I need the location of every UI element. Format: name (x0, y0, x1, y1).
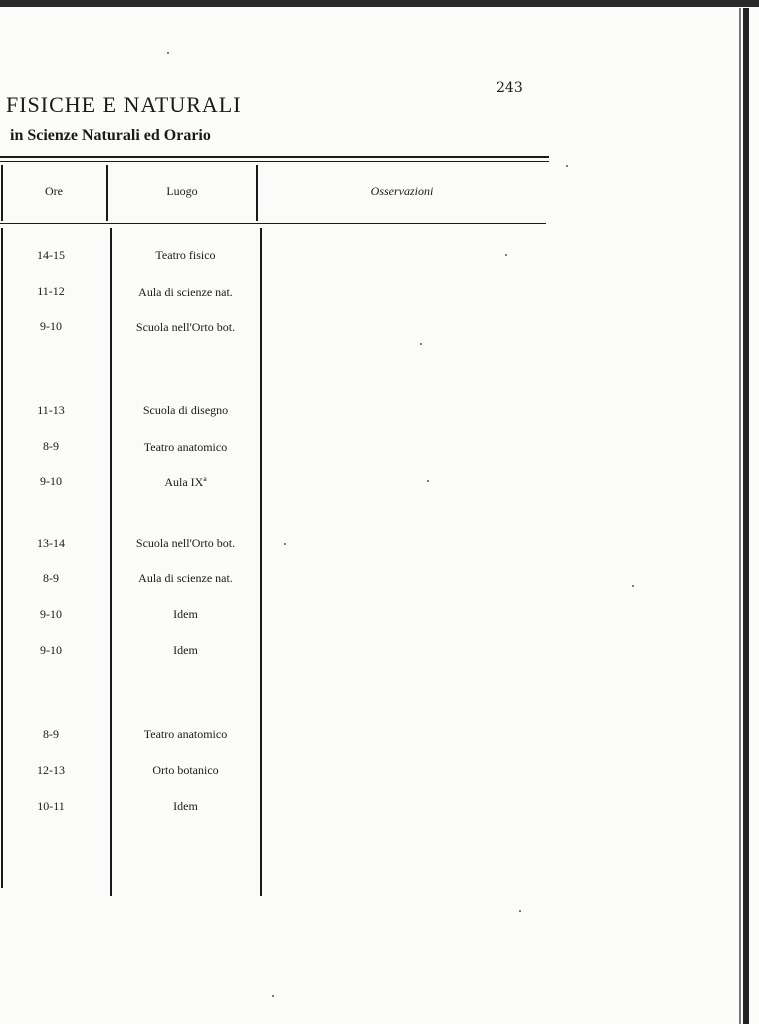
luogo-cell: Scuola nell'Orto bot. (135, 536, 236, 550)
scan-speck (272, 995, 274, 997)
luogo-cell: Scuola nell'Orto bot. (135, 320, 236, 334)
ore-cell: 11-13 (37, 403, 65, 417)
ore-cell: 8-9 (43, 439, 59, 453)
luogo-cell: Aula IXª (164, 475, 207, 489)
ore-cell: 9-10 (40, 319, 62, 333)
ore-cell: 8-9 (43, 727, 59, 741)
page-binding-edge (743, 8, 749, 1024)
ore-cell: 9-10 (40, 643, 62, 657)
column-divider (260, 228, 262, 896)
ore-cell: 8-9 (43, 571, 59, 585)
luogo-cell: Aula di scienze nat. (138, 571, 233, 585)
header-bottom-rule (0, 223, 546, 224)
luogo-cell: Idem (173, 799, 198, 813)
column-header-osservazioni: Osservazioni (370, 184, 434, 198)
scan-speck (632, 585, 634, 587)
scan-speck (420, 343, 422, 345)
page-top-edge (0, 0, 759, 7)
luogo-cell: Orto botanico (152, 763, 219, 777)
ore-cell: 10-11 (37, 799, 65, 813)
scan-speck (519, 910, 521, 912)
column-header-ore: Ore (45, 184, 63, 198)
page-binding-shadow (739, 8, 741, 1024)
table-top-rule (0, 156, 549, 158)
ore-cell: 9-10 (40, 474, 62, 488)
scan-speck (284, 543, 286, 545)
luogo-cell: Scuola di disegno (142, 403, 229, 417)
luogo-cell: Teatro anatomico (143, 440, 228, 454)
ore-cell: 14-15 (37, 248, 65, 262)
table-top-rule-thin (0, 161, 549, 162)
scan-speck (566, 165, 568, 167)
page-title: FISICHE E NATURALI (6, 92, 242, 117)
ore-cell: 11-12 (37, 284, 65, 298)
ore-cell: 13-14 (37, 536, 65, 550)
luogo-cell: Teatro fisico (155, 248, 216, 262)
ore-cell: 9-10 (40, 607, 62, 621)
luogo-cell: Idem (173, 607, 198, 621)
luogo-cell: Idem (173, 643, 198, 657)
luogo-cell: Aula di scienze nat. (138, 285, 233, 299)
scan-speck (427, 480, 429, 482)
page-subtitle: in Scienze Naturali ed Orario (10, 127, 211, 144)
page-number: 243 (496, 80, 523, 96)
scan-speck (505, 254, 507, 256)
luogo-cell: Teatro anatomico (143, 727, 228, 741)
column-header-luogo: Luogo (166, 184, 198, 198)
ore-cell: 12-13 (37, 763, 65, 777)
scan-speck (167, 52, 169, 54)
